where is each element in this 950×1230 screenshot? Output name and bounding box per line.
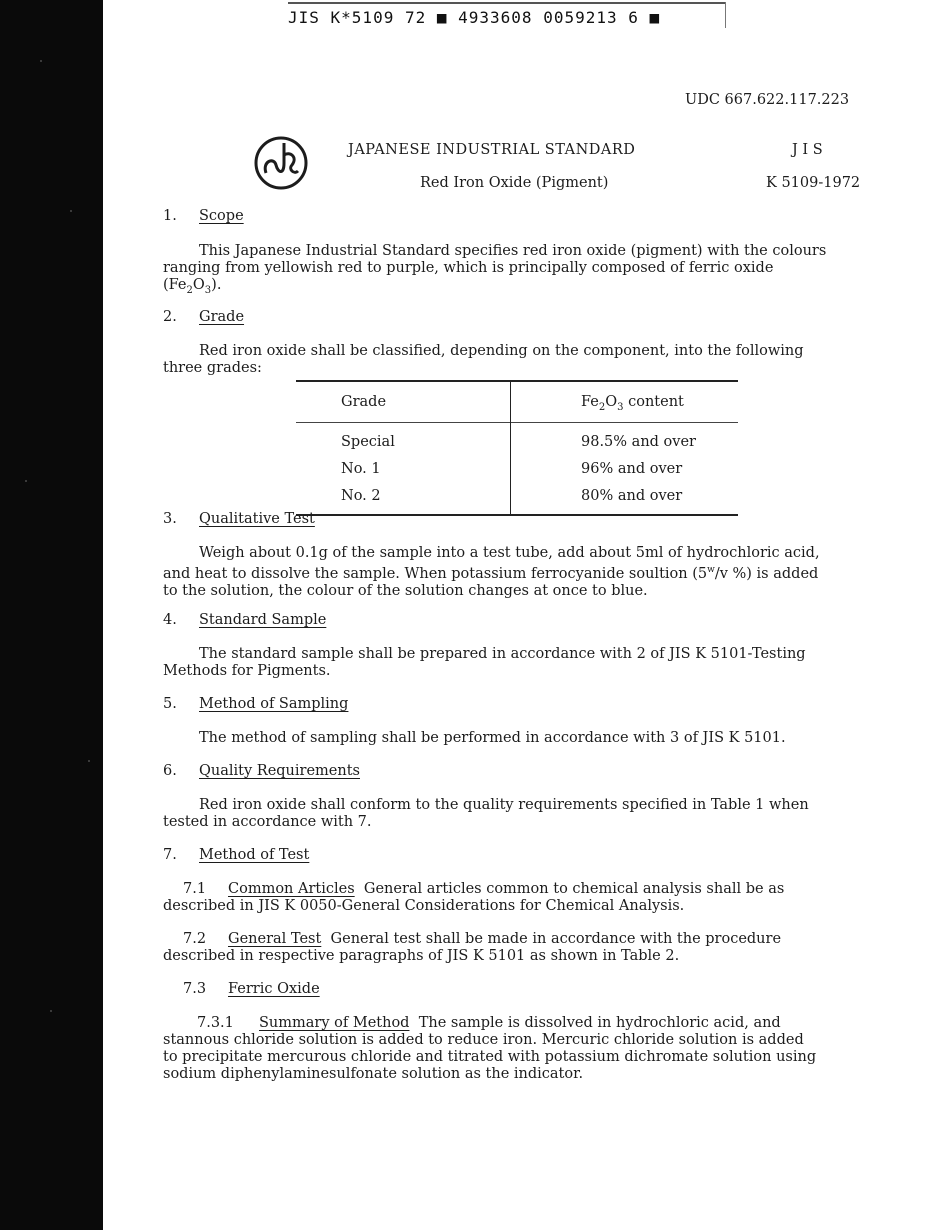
jis-label: J I S: [792, 142, 823, 158]
jis-mark-icon: [252, 133, 310, 191]
scan-top-rule: [288, 2, 726, 4]
table-row: [296, 482, 738, 515]
udc-number: UDC 667.622.117.223: [685, 92, 850, 108]
catalog-code-line: JIS K*5109 72 ■ 4933608 0059213 6 ■: [288, 8, 661, 27]
standard-number: K 5109-1972: [766, 175, 861, 191]
document-title: Red Iron Oxide (Pigment): [420, 175, 609, 191]
table-row: [296, 423, 738, 456]
section-7-3-1: 7.3.1 Summary of Method The sample is dissolved in hydrochloric acid, and stannous chloride solution is added to reduce iron. Mercuric chloride solution is added to precipitate mercurous chloride and titrated with potassium dichromate solution using sodium diphenylaminesulfonate solution as the indicator.: [163, 1015, 817, 1082]
table-row: [296, 455, 738, 482]
content-cell: 80% and over: [511, 482, 739, 515]
section-1-heading: 1. Scope: [163, 208, 244, 224]
section-5-heading: 5. Method of Sampling: [163, 696, 349, 712]
grade-cell: Special: [341, 433, 395, 450]
grade-cell: No. 2: [341, 487, 381, 504]
grade-table-header: [296, 381, 738, 423]
section-2-heading: 2. Grade: [163, 309, 245, 325]
section-1-body: This Japanese Industrial Standard specifies red iron oxide (pigment) with the colours ranging from yellowish red to purple, which is principally composed of ferric oxide $(Fe_2O_3)$.: [163, 243, 827, 296]
section-7-3-heading: 7.3 Ferric Oxide: [183, 981, 320, 997]
scan-top-rule-end: [725, 2, 726, 28]
section-3-body: Weigh about 0.1g of the sample into a test tube, add about 5ml of hydrochloric acid, and heat to dissolve the sample. When potassium ferrocyanide soultion (5$^w$/v %) is added to the solution, the colour of the solution changes at once to blue.: [163, 545, 820, 599]
section-2-body: Red iron oxide shall be classified, depending on the component, into the following three grades:: [163, 343, 804, 376]
grade-table: [296, 380, 738, 516]
grade-cell: No. 1: [341, 460, 381, 477]
section-4-body: The standard sample shall be prepared in accordance with 2 of JIS K 5101-Testing Methods for Pigments.: [163, 646, 806, 679]
section-7-1: 7.1 Common Articles General articles common to chemical analysis shall be as described in JIS K 0050-General Considerations for Chemical Analysis.: [163, 881, 785, 914]
content-cell: 98.5% and over: [511, 423, 739, 456]
section-4-heading: 4. Standard Sample: [163, 612, 327, 628]
content-cell: 96% and over: [511, 455, 739, 482]
section-5-body: The method of sampling shall be performed in accordance with 3 of JIS K 5101.: [199, 730, 786, 746]
grade-column-header: Grade: [341, 394, 387, 410]
content-column-header: $Fe_2O_3$ content: [511, 381, 739, 423]
section-6-heading: 6. Quality Requirements: [163, 763, 360, 779]
scan-border: [0, 0, 103, 1230]
section-7-2: 7.2 General Test General test shall be made in accordance with the procedure described in respective paragraphs of JIS K 5101 as shown in Table 2.: [163, 931, 782, 964]
standard-org: JAPANESE INDUSTRIAL STANDARD: [348, 142, 636, 158]
section-6-body: Red iron oxide shall conform to the quality requirements specified in Table 1 when tested in accordance with 7.: [163, 797, 809, 830]
section-3-heading: 3. Qualitative Test: [163, 511, 315, 527]
section-7-heading: 7. Method of Test: [163, 847, 310, 863]
